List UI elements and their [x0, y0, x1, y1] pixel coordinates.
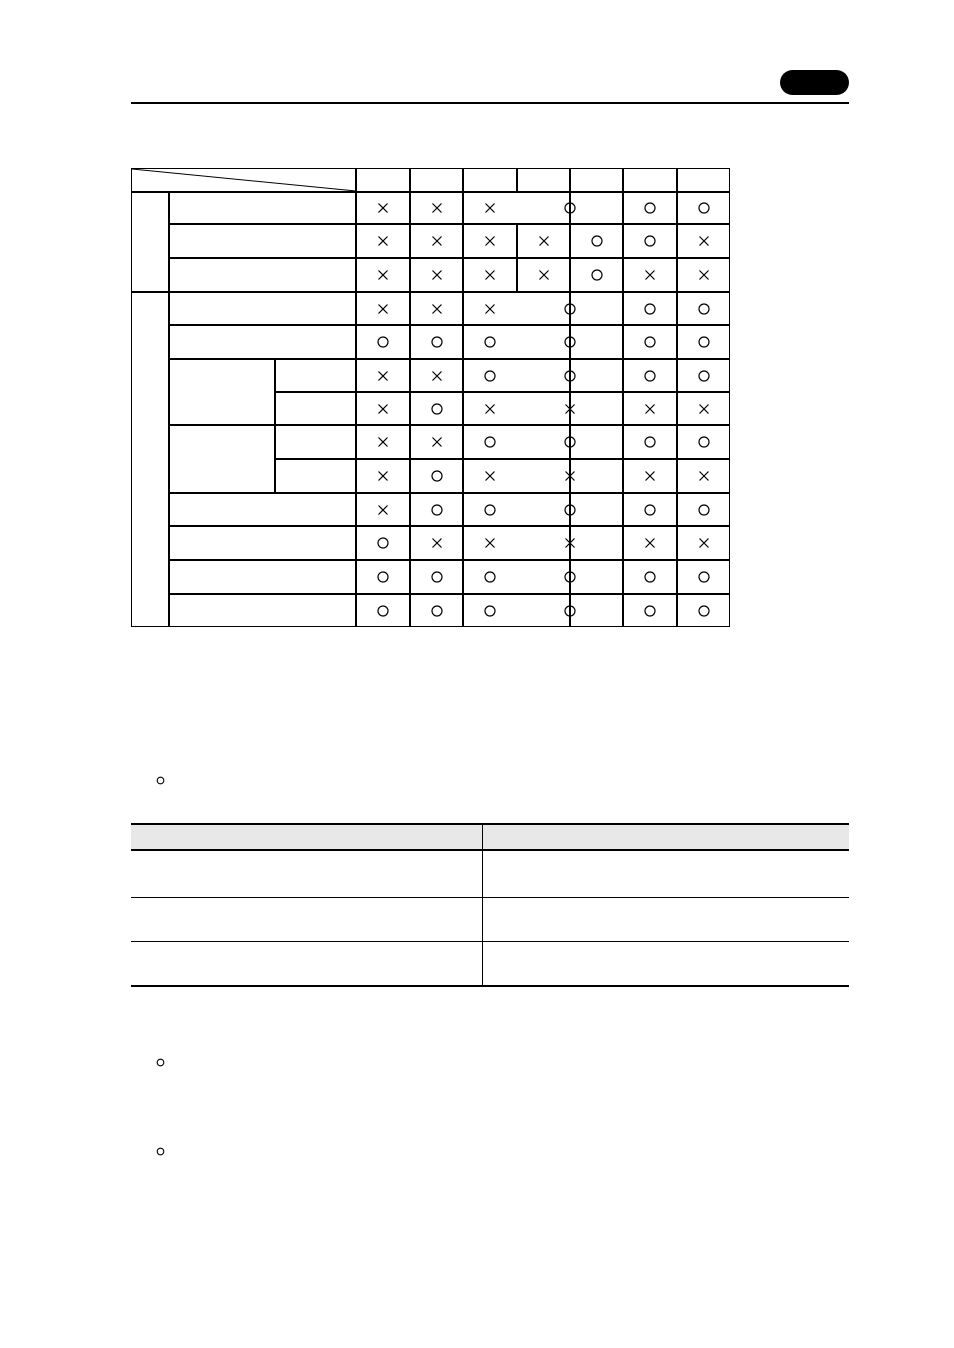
circle-mark-icon: [643, 335, 657, 349]
grid-hline: [131, 291, 730, 293]
spec-table: [131, 823, 849, 987]
circle-mark-icon: [590, 234, 604, 248]
cross-mark-icon: [483, 302, 497, 316]
table-rule: [131, 823, 849, 825]
circle-mark-icon: [697, 435, 711, 449]
chapter-tab-badge: [780, 70, 849, 95]
grid-vline: [569, 168, 571, 627]
circle-mark-icon: [430, 570, 444, 584]
circle-mark-icon: [643, 201, 657, 215]
grid-hline: [131, 191, 730, 193]
grid-vline: [409, 168, 411, 627]
circle-mark-icon: [643, 234, 657, 248]
table-column-divider: [482, 823, 483, 987]
table-rule: [131, 941, 849, 942]
grid-vline: [355, 168, 357, 627]
cross-mark-icon: [376, 234, 390, 248]
header-rule: [131, 102, 849, 104]
grid-hline: [275, 458, 730, 460]
cross-mark-icon: [537, 268, 551, 282]
circle-mark-icon: [563, 369, 577, 383]
cross-mark-icon: [430, 369, 444, 383]
circle-mark-icon: [563, 604, 577, 618]
circle-mark-icon: [430, 402, 444, 416]
header-diagonal: [131, 168, 357, 193]
grid-vline: [168, 192, 170, 627]
circle-mark-icon: [697, 335, 711, 349]
circle-mark-icon: [483, 335, 497, 349]
cross-mark-icon: [537, 234, 551, 248]
circle-bullet-icon: [156, 1058, 165, 1067]
circle-bullet-icon: [156, 1147, 165, 1156]
cross-mark-icon: [483, 402, 497, 416]
cross-mark-icon: [643, 536, 657, 550]
cross-mark-icon: [643, 469, 657, 483]
cross-mark-icon: [697, 536, 711, 550]
grid-vline: [516, 168, 518, 192]
cross-mark-icon: [697, 469, 711, 483]
cross-mark-icon: [376, 302, 390, 316]
circle-mark-icon: [483, 604, 497, 618]
grid-hline: [169, 525, 730, 527]
grid-hline: [169, 223, 730, 225]
grid-vline: [274, 359, 276, 493]
circle-mark-icon: [376, 335, 390, 349]
cross-mark-icon: [563, 469, 577, 483]
circle-mark-icon: [563, 335, 577, 349]
grid-hline: [169, 424, 730, 426]
circle-mark-icon: [643, 302, 657, 316]
circle-mark-icon: [590, 268, 604, 282]
cross-mark-icon: [563, 402, 577, 416]
circle-mark-icon: [430, 469, 444, 483]
compatibility-matrix: [131, 168, 730, 627]
circle-mark-icon: [643, 604, 657, 618]
cross-mark-icon: [643, 268, 657, 282]
cross-mark-icon: [376, 201, 390, 215]
cross-mark-icon: [430, 536, 444, 550]
circle-mark-icon: [643, 570, 657, 584]
circle-mark-icon: [563, 302, 577, 316]
cross-mark-icon: [643, 402, 657, 416]
grid-hline: [169, 257, 730, 259]
circle-mark-icon: [430, 503, 444, 517]
circle-mark-icon: [563, 570, 577, 584]
cross-mark-icon: [376, 268, 390, 282]
circle-mark-icon: [563, 503, 577, 517]
table-rule: [131, 897, 849, 898]
grid-hline: [169, 593, 730, 595]
cross-mark-icon: [430, 268, 444, 282]
circle-mark-icon: [697, 503, 711, 517]
cross-mark-icon: [563, 536, 577, 550]
grid-vline: [462, 168, 464, 627]
grid-vline: [676, 168, 678, 627]
cross-mark-icon: [376, 469, 390, 483]
grid-hline: [169, 358, 730, 360]
circle-mark-icon: [483, 503, 497, 517]
cross-mark-icon: [697, 402, 711, 416]
circle-mark-icon: [483, 570, 497, 584]
cross-mark-icon: [376, 503, 390, 517]
circle-mark-icon: [643, 503, 657, 517]
circle-mark-icon: [697, 201, 711, 215]
cross-mark-icon: [483, 268, 497, 282]
circle-mark-icon: [563, 201, 577, 215]
circle-mark-icon: [643, 435, 657, 449]
cross-mark-icon: [376, 435, 390, 449]
spec-table-header: [131, 823, 849, 850]
cross-mark-icon: [697, 234, 711, 248]
circle-mark-icon: [643, 369, 657, 383]
grid-hline: [275, 391, 730, 393]
grid-hline: [169, 324, 730, 326]
cross-mark-icon: [483, 201, 497, 215]
circle-mark-icon: [376, 536, 390, 550]
cross-mark-icon: [376, 369, 390, 383]
cross-mark-icon: [376, 402, 390, 416]
circle-mark-icon: [430, 335, 444, 349]
circle-bullet-icon: [156, 776, 165, 785]
grid-hline: [169, 492, 730, 494]
circle-mark-icon: [430, 604, 444, 618]
table-rule: [131, 849, 849, 851]
cross-mark-icon: [483, 234, 497, 248]
circle-mark-icon: [697, 570, 711, 584]
cross-mark-icon: [483, 536, 497, 550]
circle-mark-icon: [697, 604, 711, 618]
grid-vline: [622, 168, 624, 627]
circle-mark-icon: [563, 435, 577, 449]
cross-mark-icon: [483, 469, 497, 483]
circle-mark-icon: [376, 570, 390, 584]
grid-vline: [516, 224, 518, 292]
circle-mark-icon: [376, 604, 390, 618]
circle-mark-icon: [697, 369, 711, 383]
circle-mark-icon: [483, 369, 497, 383]
cross-mark-icon: [430, 234, 444, 248]
cross-mark-icon: [430, 302, 444, 316]
cross-mark-icon: [430, 435, 444, 449]
cross-mark-icon: [430, 201, 444, 215]
circle-mark-icon: [697, 302, 711, 316]
table-rule: [131, 985, 849, 987]
circle-mark-icon: [483, 435, 497, 449]
cross-mark-icon: [697, 268, 711, 282]
grid-hline: [169, 559, 730, 561]
